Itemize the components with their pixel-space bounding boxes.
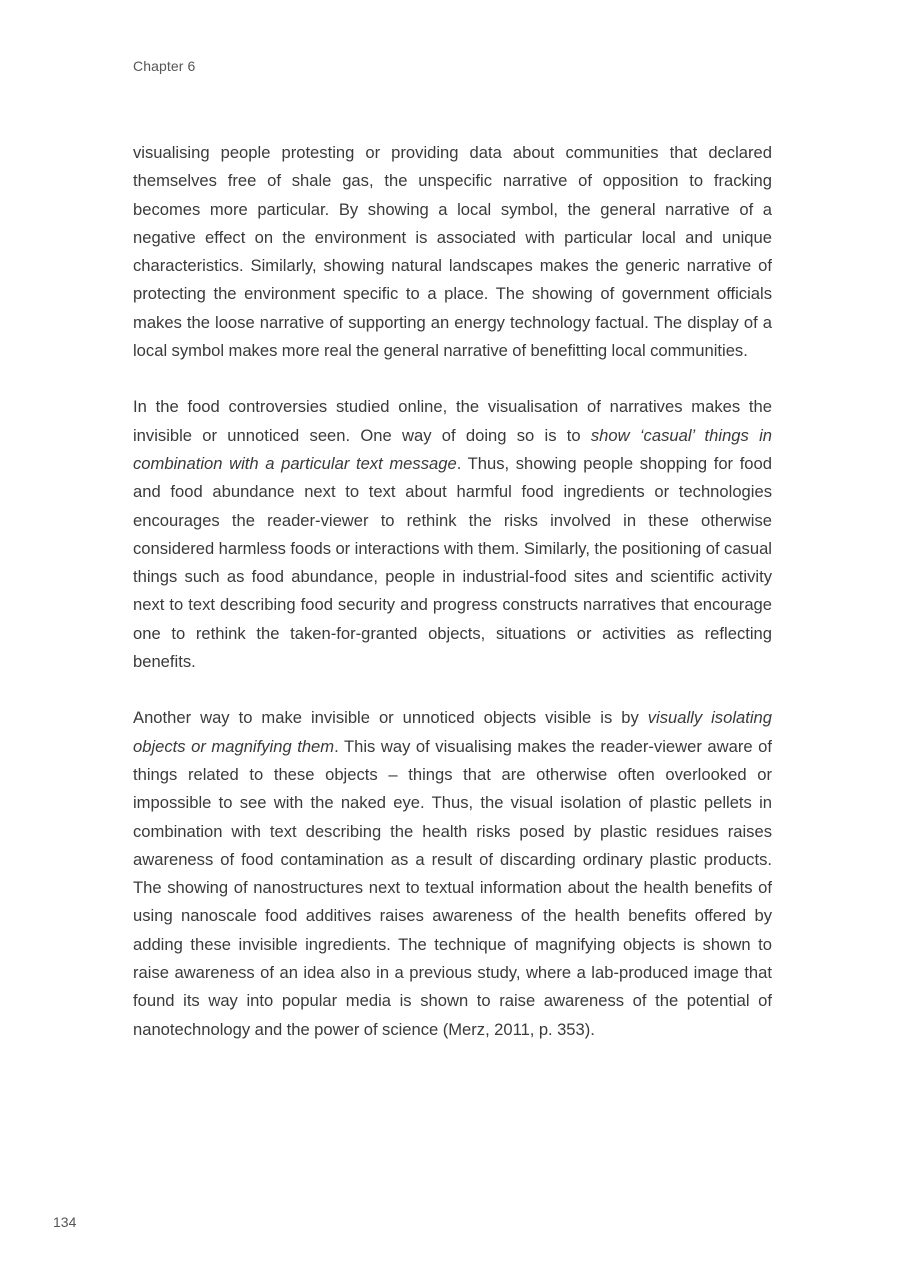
paragraph-2 xyxy=(133,393,772,676)
paragraph-2-text-end: . Thus, showing people shopping for food and food abundance next to text about harmful food ingredients or technologies encourages the reader-viewer to rethink the risks involved in these otherwise considered harmless foods or interactions with them. Similarly, the positioning of casual things such as food abundance, people in industrial-food sites and scientific activity next to text describing food security and progress constructs narratives that encourage one to rethink the taken-for-granted objects, situations or activities as reflecting benefits. xyxy=(133,453,772,672)
body-text xyxy=(133,139,772,1072)
paragraph-2-italic-phrase: show ‘casual’ things in combination with a particular text message xyxy=(133,425,772,473)
paragraph-3-text-end: . This way of visualising makes the reader-viewer aware of things related to these objects – things that are otherwise often overlooked or impossible to see with the naked eye. Thus, the visual isolation of plastic pellets in combination with text describing the health risks posed by plastic residues raises awareness of food contamination as a result of discarding ordinary plastic products. The showing of nanostructures next to textual information about the health benefits of using nanoscale food additives raises awareness of the health benefits offered by adding these invisible ingredients. The technique of magnifying objects is shown to raise awareness of an idea also in a previous study, where a lab-produced image that found its way into popular media is shown to raise awareness of the potential of nanotechnology and the power of science (Merz, 2011, p. 353). xyxy=(133,736,772,1039)
page-number: 134 xyxy=(53,1214,77,1230)
paragraph-3-italic-phrase: visually isolating objects or magnifying them xyxy=(133,708,773,756)
paragraph-3-text-start: Another way to make invisible or unnoticed objects visible is by xyxy=(133,708,648,728)
paragraph-1-text: visualising people protesting or providing data about communities that declared themselves free of shale gas, the unspecific narrative of opposition to fracking becomes more particular. By showing a local symbol, the general narrative of a negative effect on the environment is associated with particular local and unique characteristics. Similarly, showing natural landscapes makes the generic narrative of protecting the environment specific to a place. The showing of government officials makes the loose narrative of supporting an energy technology factual. The display of a local symbol makes more real the general narrative of benefitting local communities. xyxy=(133,143,772,361)
paragraph-2-text-start: In the food controversies studied online, the visualisation of narratives makes the invisible or unnoticed seen. One way of doing so is to xyxy=(133,397,772,445)
running-header-chapter: Chapter 6 xyxy=(133,58,196,74)
paragraph-1 xyxy=(133,139,772,365)
paragraph-3 xyxy=(133,704,772,1044)
